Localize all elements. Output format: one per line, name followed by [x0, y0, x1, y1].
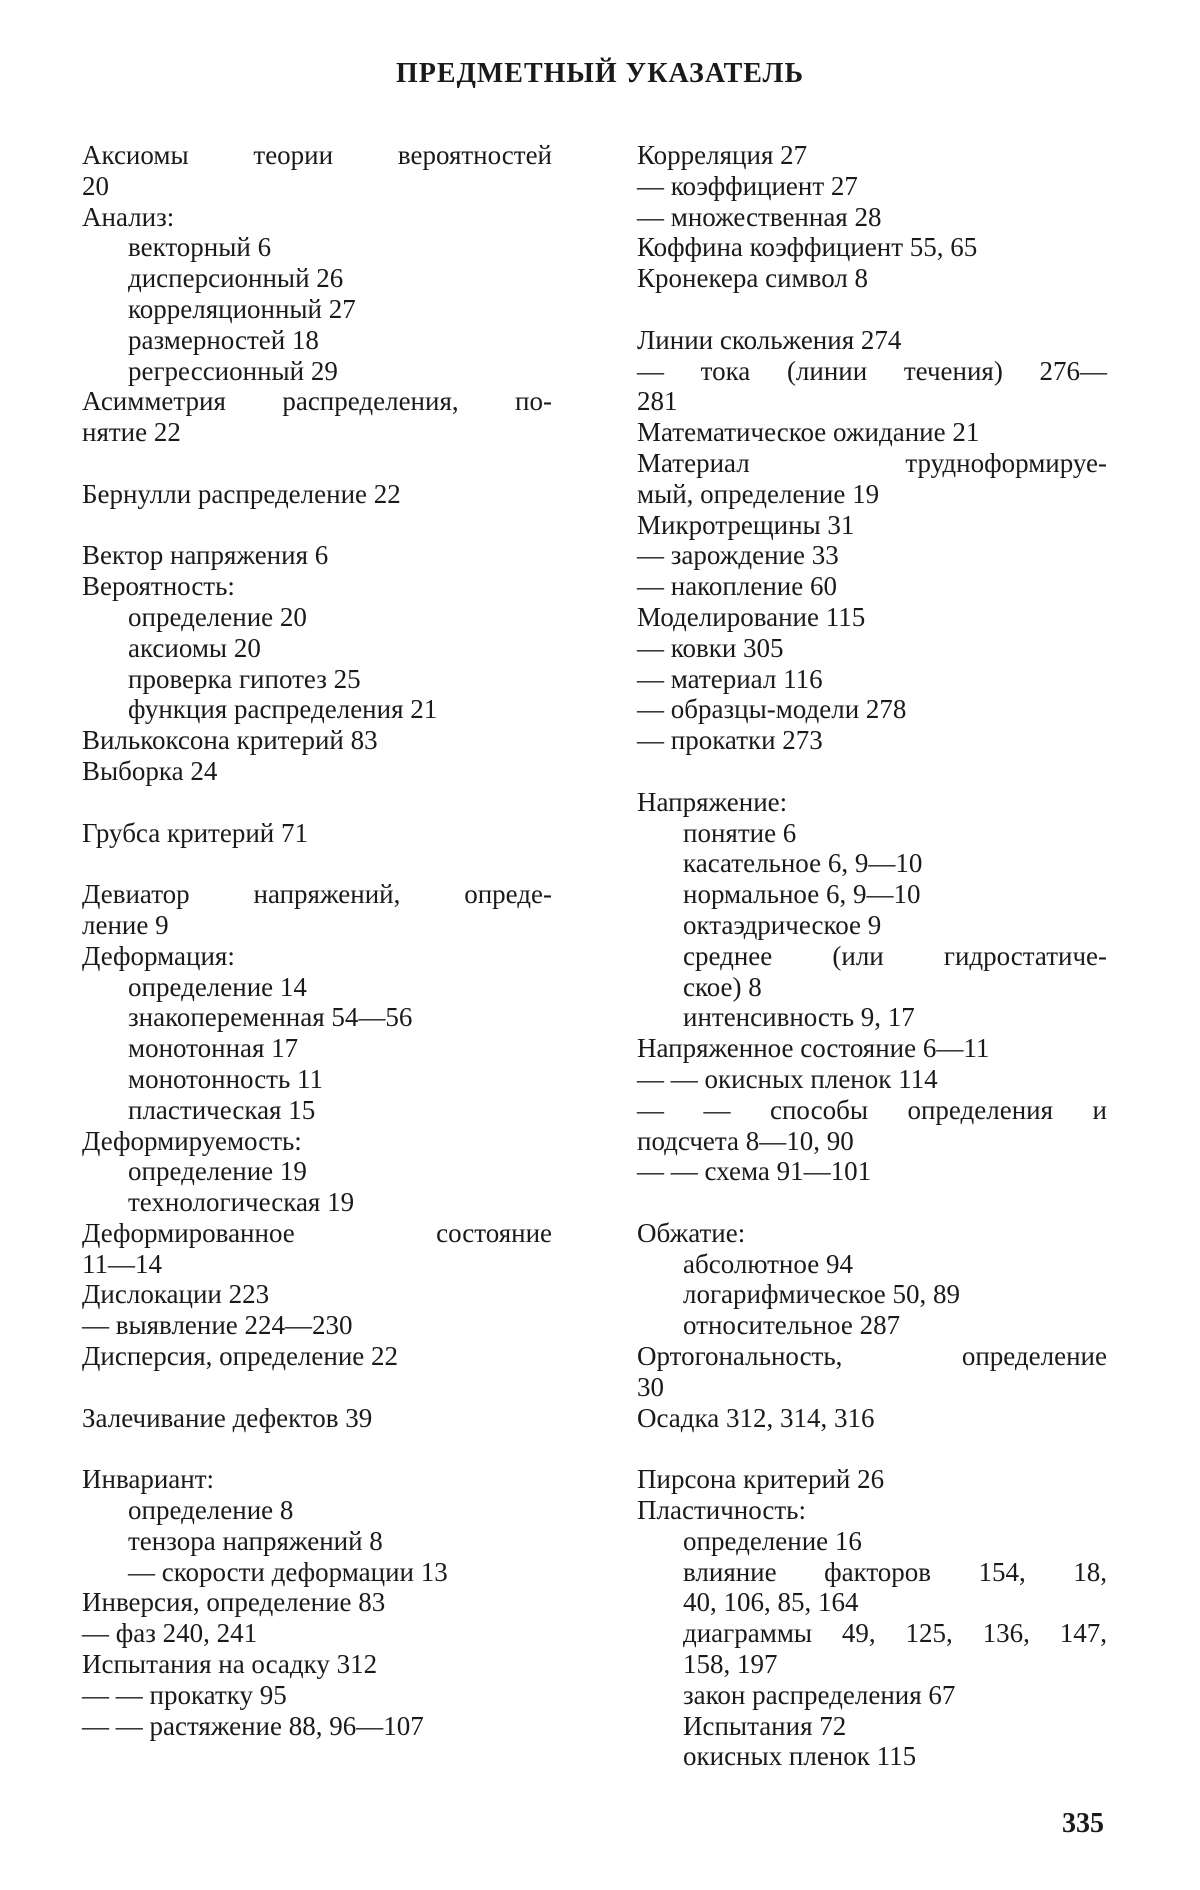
index-subentry: относительное 287: [683, 1310, 901, 1341]
index-subentry: определение 16: [683, 1525, 862, 1556]
index-entry: Выборка 24: [82, 755, 218, 786]
index-subentry: окисных пленок 115: [683, 1741, 917, 1772]
index-entry: нятие 22: [82, 417, 181, 448]
index-subentry: Испытания 72: [683, 1710, 847, 1741]
index-subentry: диаграммы 49, 125, 136, 147,: [683, 1618, 1107, 1649]
index-subentry: касательное 6, 9—10: [683, 848, 923, 879]
index-entry: Обжатие:: [637, 1217, 746, 1248]
index-subentry: среднее (или гидростатиче-: [683, 940, 1107, 971]
index-entry: Напряжение:: [637, 786, 788, 817]
index-entry: Асимметрия распределения, по-: [82, 386, 552, 417]
index-entry: Вероятность:: [82, 571, 235, 602]
index-column-right: [637, 140, 1107, 1772]
index-subentry: определение 8: [128, 1495, 294, 1526]
blank-line: [637, 756, 1107, 787]
index-entry: Осадка 312, 314, 316: [637, 1402, 875, 1433]
index-subentry: ское) 8: [683, 971, 762, 1002]
index-subentry: 158, 197: [683, 1649, 778, 1680]
index-subentry: пластическая 15: [128, 1094, 316, 1125]
index-entry: Коффина коэффициент 55, 65: [637, 232, 978, 263]
index-subentry: закон распределения 67: [683, 1679, 956, 1710]
index-entry: Вилькоксона критерий 83: [82, 725, 378, 756]
index-entry: 11—14: [82, 1248, 162, 1279]
blank-line: [82, 848, 552, 879]
index-entry: Анализ:: [82, 201, 175, 232]
index-entry: Ортогональность, определение: [637, 1341, 1107, 1372]
index-entry: Материал трудноформируе-: [637, 447, 1107, 478]
index-subentry: 40, 106, 85, 164: [683, 1587, 859, 1618]
index-entry: Деформированное состояние: [82, 1217, 552, 1248]
index-subentry: монотонность 11: [128, 1063, 324, 1094]
index-subentry: — скорости деформации 13: [128, 1556, 448, 1587]
index-entry: — накопление 60: [637, 571, 837, 602]
index-entry: — ковки 305: [637, 632, 784, 663]
index-entry: Кронекера символ 8: [637, 263, 869, 294]
index-entry: — зарождение 33: [637, 540, 839, 571]
index-column-left: [82, 140, 552, 1741]
index-entry: 30: [637, 1371, 664, 1402]
index-subentry: логарифмическое 50, 89: [683, 1279, 961, 1310]
index-entry: — материал 116: [637, 663, 823, 694]
index-entry: 20: [82, 170, 109, 201]
index-entry: Вектор напряжения 6: [82, 540, 329, 571]
index-subentry: интенсивность 9, 17: [683, 1002, 915, 1033]
index-entry: — образцы-модели 278: [637, 694, 907, 725]
index-subentry: технологическая 19: [128, 1187, 355, 1218]
index-entry: Испытания на осадку 312: [82, 1649, 378, 1680]
index-entry: — выявление 224—230: [82, 1310, 353, 1341]
index-subentry: проверка гипотез 25: [128, 663, 361, 694]
index-entry: Девиатор напряжений, опреде-: [82, 879, 552, 910]
index-entry: — прокатки 273: [637, 725, 823, 756]
index-entry: — — схема 91—101: [637, 1156, 872, 1187]
blank-line: [82, 1433, 552, 1464]
blank-line: [637, 1187, 1107, 1218]
index-entry: — множественная 28: [637, 201, 882, 232]
index-entry: Бернулли распределение 22: [82, 478, 401, 509]
index-entry: Залечивание дефектов 39: [82, 1402, 373, 1433]
index-entry: Пластичность:: [637, 1495, 806, 1526]
index-entry: Линии скольжения 274: [637, 324, 902, 355]
index-subentry: абсолютное 94: [683, 1248, 853, 1279]
index-entry: Инвариант:: [82, 1464, 215, 1495]
index-entry: — — прокатку 95: [82, 1679, 287, 1710]
index-entry: — тока (линии течения) 276—: [637, 355, 1107, 386]
index-entry: подсчета 8—10, 90: [637, 1125, 854, 1156]
index-entry: мый, определение 19: [637, 478, 880, 509]
index-entry: Аксиомы теории вероятностей: [82, 140, 552, 170]
index-entry: Напряженное состояние 6—11: [637, 1033, 990, 1064]
index-subentry: функция распределения 21: [128, 694, 438, 725]
index-subentry: монотонная 17: [128, 1033, 299, 1064]
index-subentry: определение 20: [128, 601, 307, 632]
blank-line: [82, 510, 552, 541]
index-entry: 281: [637, 386, 678, 417]
index-entry: Корреляция 27: [637, 140, 808, 170]
index-entry: Деформация:: [82, 940, 235, 971]
index-entry: Деформируемость:: [82, 1125, 302, 1156]
index-subentry: дисперсионный 26: [128, 263, 344, 294]
index-entry: Пирсона критерий 26: [637, 1464, 885, 1495]
index-subentry: аксиомы 20: [128, 632, 261, 663]
index-entry: Грубса критерий 71: [82, 817, 308, 848]
page-title: ПРЕДМЕТНЫЙ УКАЗАТЕЛЬ: [396, 58, 804, 89]
index-entry: — — способы определения и: [637, 1094, 1107, 1125]
index-entry: Микротрещины 31: [637, 509, 855, 540]
index-subentry: нормальное 6, 9—10: [683, 879, 921, 910]
index-entry: — коэффициент 27: [637, 170, 858, 201]
index-subentry: определение 19: [128, 1156, 307, 1187]
index-subentry: тензора напряжений 8: [128, 1525, 383, 1556]
index-subentry: векторный 6: [128, 232, 272, 263]
blank-line: [637, 1433, 1107, 1464]
index-entry: Математическое ожидание 21: [637, 417, 980, 448]
index-entry: ление 9: [82, 909, 169, 940]
index-subentry: октаэдрическое 9: [683, 909, 882, 940]
index-entry: Дислокации 223: [82, 1279, 270, 1310]
index-subentry: влияние факторов 154, 18,: [683, 1556, 1107, 1587]
index-entry: Инверсия, определение 83: [82, 1587, 386, 1618]
index-subentry: размерностей 18: [128, 324, 319, 355]
index-subentry: определение 14: [128, 971, 307, 1002]
index-entry: — фаз 240, 241: [82, 1618, 258, 1649]
blank-line: [82, 787, 552, 818]
blank-line: [82, 448, 552, 479]
page-number: 335: [1062, 1808, 1104, 1839]
index-subentry: регрессионный 29: [128, 355, 338, 386]
index-entry: — — окисных пленок 114: [637, 1063, 938, 1094]
index-entry: — — растяжение 88, 96—107: [82, 1710, 424, 1741]
index-entry: Моделирование 115: [637, 601, 866, 632]
blank-line: [82, 1372, 552, 1403]
index-subentry: корреляционный 27: [128, 293, 356, 324]
blank-line: [637, 294, 1107, 325]
index-entry: Дисперсия, определение 22: [82, 1341, 399, 1372]
index-subentry: понятие 6: [683, 817, 797, 848]
index-subentry: знакопеременная 54—56: [128, 1002, 413, 1033]
